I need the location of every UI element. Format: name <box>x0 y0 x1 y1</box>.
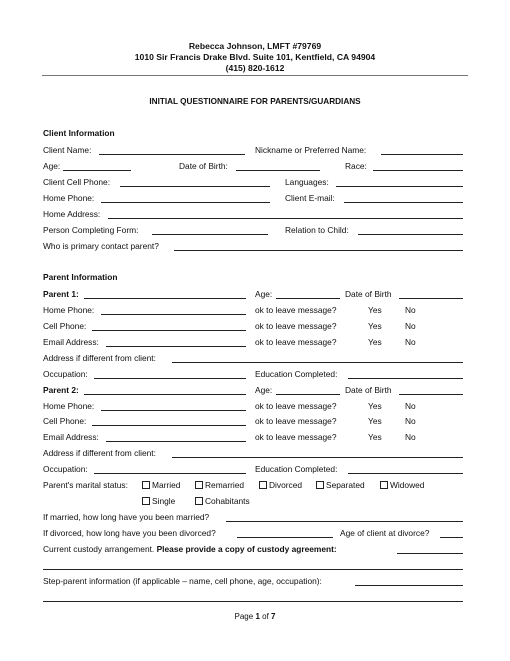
parent1-cell-yes[interactable]: Yes <box>368 321 382 331</box>
step-parent-label: Step-parent information (if applicable – name, cell phone, age, occupation): <box>43 576 322 586</box>
parent1-address-row <box>0 353 510 367</box>
divorced-long-field[interactable] <box>237 537 333 538</box>
primary-contact-field[interactable] <box>174 250 463 251</box>
divorced-long-label: If divorced, how long have you been divorced? <box>43 528 216 538</box>
parent1-name-field[interactable] <box>84 298 246 299</box>
parent1-age-field[interactable] <box>276 298 340 299</box>
age-at-divorce-field[interactable] <box>440 537 463 538</box>
parent1-dob-field[interactable] <box>399 298 463 299</box>
parent2-address-field[interactable] <box>172 457 463 458</box>
parent1-label: Parent 1: <box>43 289 79 299</box>
dob-label: Date of Birth: <box>179 161 228 171</box>
parent1-cell-row <box>0 321 510 335</box>
step-parent-field[interactable] <box>355 585 463 586</box>
relation-field[interactable] <box>358 234 463 235</box>
single-option: Single <box>152 496 176 506</box>
cell-phone-row <box>0 177 510 191</box>
parent2-cell-field[interactable] <box>92 425 246 426</box>
parent1-row <box>0 289 510 303</box>
parent2-name-field[interactable] <box>84 394 246 395</box>
married-option: Married <box>152 480 181 490</box>
parent1-occupation-label: Occupation: <box>43 369 88 379</box>
parent2-education-label: Education Completed: <box>255 464 338 474</box>
widowed-checkbox[interactable] <box>380 481 388 489</box>
primary-contact-label: Who is primary contact parent? <box>43 241 159 251</box>
single-checkbox[interactable] <box>142 497 150 505</box>
parent2-cell-row <box>0 416 510 430</box>
parent1-email-ok-label: ok to leave message? <box>255 337 337 347</box>
separated-option: Separated <box>326 480 365 490</box>
client-name-field[interactable] <box>99 154 245 155</box>
parent-info-heading: Parent Information <box>43 272 118 282</box>
parent1-home-ok-label: ok to leave message? <box>255 305 337 315</box>
married-long-field[interactable] <box>226 521 463 522</box>
parent1-cell-label: Cell Phone: <box>43 321 87 331</box>
custody-extra-field[interactable] <box>43 569 463 570</box>
parent2-cell-label: Cell Phone: <box>43 416 87 426</box>
client-home-phone-label: Home Phone: <box>43 193 95 203</box>
person-completing-label: Person Completing Form: <box>43 225 139 235</box>
parent2-email-ok-label: ok to leave message? <box>255 432 337 442</box>
age-row <box>0 161 510 175</box>
race-field[interactable] <box>373 170 463 171</box>
parent2-education-field[interactable] <box>348 473 463 474</box>
client-home-phone-field[interactable] <box>101 202 270 203</box>
parent2-row <box>0 385 510 399</box>
practice-phone: (415) 820-1612 <box>225 63 285 73</box>
of-word: of <box>262 612 269 621</box>
client-cell-field[interactable] <box>120 186 270 187</box>
parent2-dob-field[interactable] <box>399 394 463 395</box>
marital-status-row-2 <box>0 496 510 510</box>
page-number: 1 <box>255 612 260 621</box>
page-footer <box>0 612 510 621</box>
custody-text: Current custody arrangement. <box>43 544 155 554</box>
cohabitants-option: Cohabitants <box>205 496 250 506</box>
parent1-occupation-row <box>0 369 510 383</box>
widowed-option: Widowed <box>390 480 425 490</box>
custody-request: Please provide a copy of custody agreement: <box>156 544 337 554</box>
parent2-dob-label: Date of Birth <box>345 385 392 395</box>
married-long-row <box>0 512 510 526</box>
age-label: Age: <box>43 161 61 171</box>
parent2-occupation-field[interactable] <box>94 473 246 474</box>
divorced-long-row <box>0 528 510 542</box>
parent2-cell-ok-label: ok to leave message? <box>255 416 337 426</box>
divorced-option: Divorced <box>269 480 303 490</box>
parent1-dob-label: Date of Birth <box>345 289 392 299</box>
custody-row <box>0 544 510 558</box>
home-address-row <box>0 209 510 223</box>
primary-contact-row <box>0 241 510 255</box>
parent2-occupation-row <box>0 464 510 478</box>
age-at-divorce-label: Age of client at divorce? <box>340 528 430 538</box>
parent1-cell-no[interactable]: No <box>405 321 416 331</box>
parent1-home-phone-field[interactable] <box>101 314 246 315</box>
parent1-email-yes[interactable]: Yes <box>368 337 382 347</box>
page-total: 7 <box>271 612 276 621</box>
custody-extra-row <box>0 560 510 574</box>
custody-label <box>43 544 337 555</box>
nickname-label: Nickname or Preferred Name: <box>255 145 367 155</box>
marital-status-label: Parent's marital status: <box>43 480 128 490</box>
form-title: INITIAL QUESTIONNAIRE FOR PARENTS/GUARDIANS <box>149 97 361 106</box>
parent2-cell-no[interactable]: No <box>405 416 416 426</box>
client-name-label: Client Name: <box>43 145 92 155</box>
step-parent-extra-field[interactable] <box>43 601 463 602</box>
separated-checkbox[interactable] <box>316 481 324 489</box>
parent1-home-no[interactable]: No <box>405 305 416 315</box>
parent1-address-field[interactable] <box>172 362 463 363</box>
parent2-label: Parent 2: <box>43 385 79 395</box>
parent2-home-yes[interactable]: Yes <box>368 401 382 411</box>
parent2-email-label: Email Address: <box>43 432 99 442</box>
parent1-age-label: Age: <box>255 289 273 299</box>
parent2-home-phone-row <box>0 401 510 415</box>
parent1-email-label: Email Address: <box>43 337 99 347</box>
home-address-field[interactable] <box>108 218 463 219</box>
cohabitants-checkbox[interactable] <box>195 497 203 505</box>
header-divider <box>42 75 468 76</box>
languages-field[interactable] <box>336 186 463 187</box>
parent2-email-row <box>0 432 510 446</box>
dob-field[interactable] <box>236 170 320 171</box>
parent1-address-label: Address if different from client: <box>43 353 156 363</box>
divorced-checkbox[interactable] <box>259 481 267 489</box>
parent1-occupation-field[interactable] <box>94 378 246 379</box>
nickname-field[interactable] <box>381 154 463 155</box>
step-parent-row <box>0 576 510 590</box>
married-long-label: If married, how long have you been married? <box>43 512 210 522</box>
person-completing-field[interactable] <box>152 234 268 235</box>
page-word: Page <box>234 612 254 621</box>
parent2-age-field[interactable] <box>276 394 340 395</box>
practitioner-name: Rebecca Johnson, LMFT #79769 <box>188 41 322 51</box>
home-address-label: Home Address: <box>43 209 101 219</box>
parent1-email-row <box>0 337 510 351</box>
client-info-heading: Client Information <box>43 128 115 138</box>
race-label: Race: <box>345 161 367 171</box>
home-phone-row <box>0 193 510 207</box>
relation-label: Relation to Child: <box>285 225 349 235</box>
parent1-home-phone-row <box>0 305 510 319</box>
parent2-cell-yes[interactable]: Yes <box>368 416 382 426</box>
parent2-address-row <box>0 448 510 462</box>
languages-label: Languages: <box>285 177 329 187</box>
parent1-email-field[interactable] <box>106 346 246 347</box>
parent2-address-label: Address if different from client: <box>43 448 156 458</box>
remarried-option: Remarried <box>205 480 245 490</box>
parent2-home-phone-field[interactable] <box>101 410 246 411</box>
practice-address: 1010 Sir Francis Drake Blvd. Suite 101, Kentfield, CA 94904 <box>134 52 376 62</box>
marital-status-row <box>0 480 510 494</box>
parent1-education-label: Education Completed: <box>255 369 338 379</box>
married-checkbox[interactable] <box>142 481 150 489</box>
parent2-home-no[interactable]: No <box>405 401 416 411</box>
parent2-age-label: Age: <box>255 385 273 395</box>
parent1-cell-ok-label: ok to leave message? <box>255 321 337 331</box>
parent2-occupation-label: Occupation: <box>43 464 88 474</box>
parent1-cell-field[interactable] <box>92 330 246 331</box>
client-email-label: Client E-mail: <box>285 193 335 203</box>
client-email-field[interactable] <box>344 202 463 203</box>
parent2-home-ok-label: ok to leave message? <box>255 401 337 411</box>
parent1-email-no[interactable]: No <box>405 337 416 347</box>
parent2-email-yes[interactable]: Yes <box>368 432 382 442</box>
client-cell-label: Client Cell Phone: <box>43 177 111 187</box>
parent1-home-yes[interactable]: Yes <box>368 305 382 315</box>
person-completing-row <box>0 225 510 239</box>
parent2-email-field[interactable] <box>106 441 246 442</box>
parent1-education-field[interactable] <box>348 378 463 379</box>
parent1-home-phone-label: Home Phone: <box>43 305 95 315</box>
custody-field[interactable] <box>397 553 463 554</box>
step-parent-extra-row <box>0 592 510 606</box>
parent2-email-no[interactable]: No <box>405 432 416 442</box>
remarried-checkbox[interactable] <box>195 481 203 489</box>
client-name-row <box>0 145 510 159</box>
age-field[interactable] <box>63 170 131 171</box>
parent2-home-phone-label: Home Phone: <box>43 401 95 411</box>
